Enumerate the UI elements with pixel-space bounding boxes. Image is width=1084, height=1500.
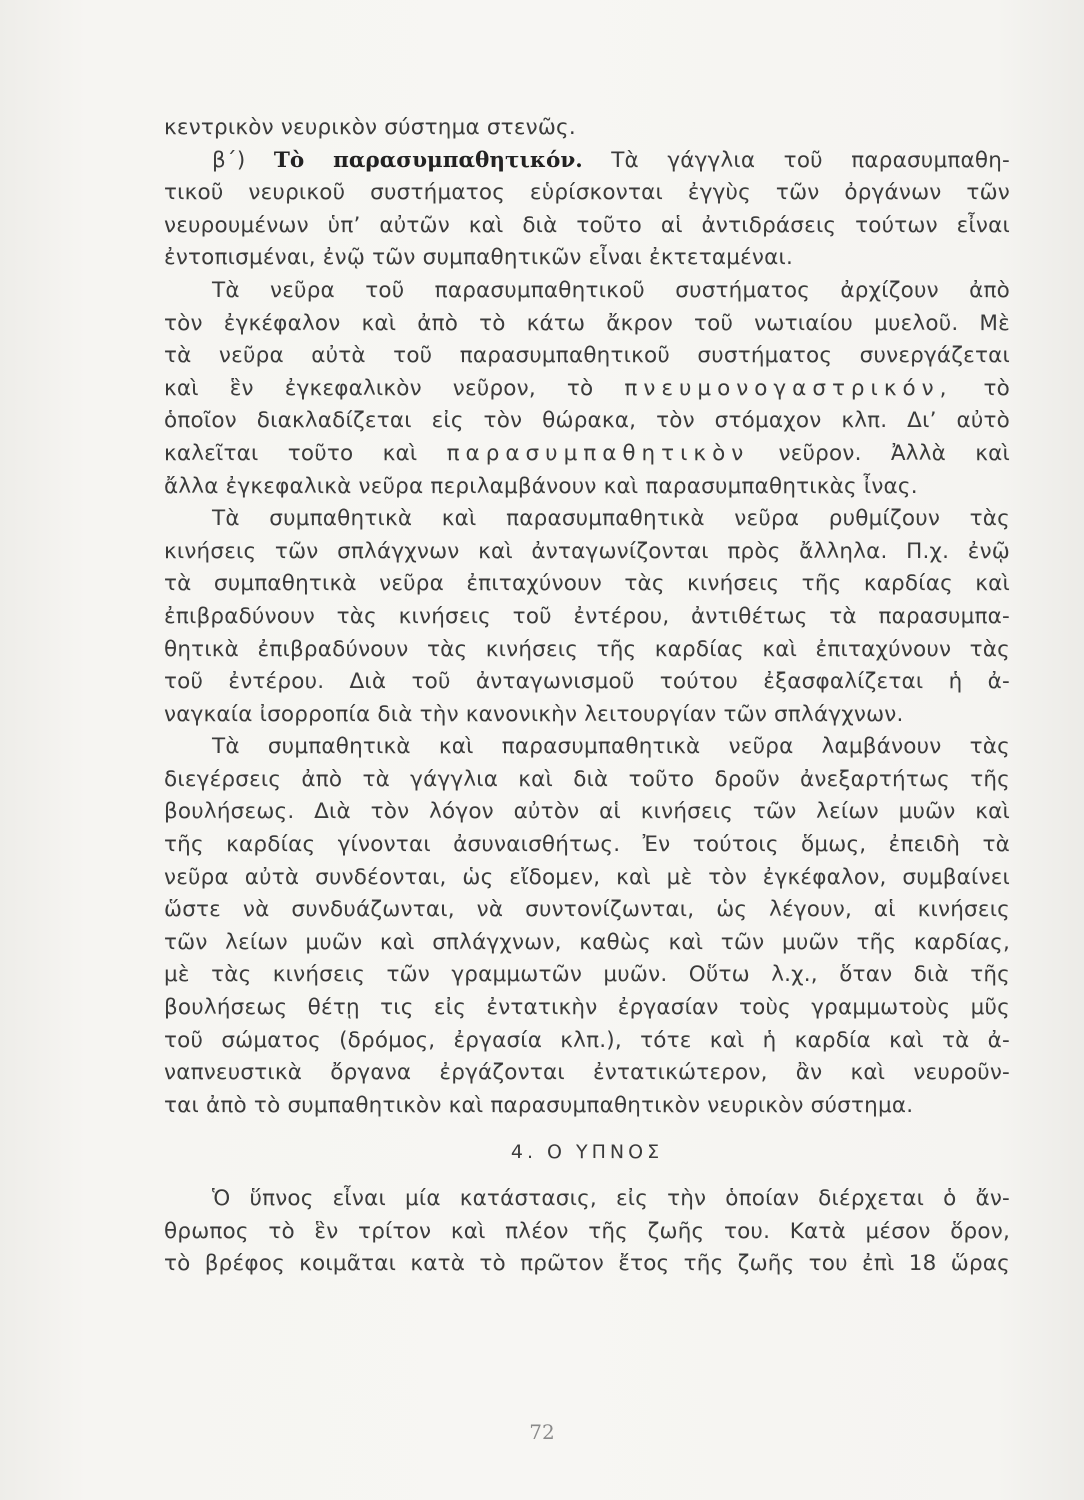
text-line: μὲ τὰς κινήσεις τῶν γραμμωτῶν μυῶν. Οὕτω λ.χ., ὅταν διὰ τῆς (164, 962, 1010, 988)
text-line: τὰ συμπαθητικὰ νεῦρα ἐπιταχύνουν τὰς κινήσεις τῆς καρδίας καὶ (164, 571, 1010, 597)
text-line: νεῦρα αὐτὰ συνδέονται, ὡς εἴδομεν, καὶ μὲ τὸν ἐγκέφαλον, συμβαίνει (164, 864, 1010, 890)
text-span: καὶ ἓν ἐγκεφαλικὸν νεῦρον, τὸ (164, 375, 594, 401)
text-line: τὰ νεῦρα αὐτὰ τοῦ παρασυμπαθητικοῦ συστήματος συνεργάζεται (164, 343, 1010, 369)
emphasized-term: παρασυμπαθητικὸν (446, 440, 750, 466)
text-line: τοῦ σώματος (δρόμος, ἐργασία κλπ.), τότε καὶ ἡ καρδία καὶ τὰ ἀ- (164, 1027, 1010, 1053)
text-line: κεντρικὸν νευρικὸν σύστημα στενῶς. (164, 115, 576, 140)
text-line: ναγκαία ἰσορροπία διὰ τὴν κανονικὴν λειτουργίαν τῶν σπλάγχνων. (164, 701, 904, 727)
text-line: τὸ βρέφος κοιμᾶται κατὰ τὸ πρῶτον ἔτος τῆς ζωῆς του ἐπὶ 18 ὥρας (164, 1251, 1010, 1277)
text-line (164, 145, 1010, 178)
text-line: ὥστε νὰ συνδυάζωνται, νὰ συντονίζωνται, ὡς λέγουν, αἱ κινήσεις (164, 897, 1010, 923)
text-line: Τὰ νεῦρα τοῦ παρασυμπαθητικοῦ συστήματος ἀρχίζουν ἀπὸ (212, 277, 1010, 303)
chapter-heading: 4. Ο ΥΠΝΟΣ (510, 1141, 664, 1164)
text-span: τὸ (983, 375, 1010, 401)
text-line: ἄλλα ἐγκεφαλικὰ νεῦρα περιλαμβάνουν καὶ παρασυμπαθητικὰς ἶνας. (164, 473, 918, 499)
section-label: β΄) (212, 147, 246, 173)
text-line (164, 438, 1010, 471)
spacer (164, 1122, 1010, 1130)
text-line: τικοῦ νευρικοῦ συστήματος εὑρίσκονται ἐγγὺς τῶν ὀργάνων τῶν (164, 180, 1010, 206)
text-line: βουλήσεως θέτῃ τις εἰς ἐντατικὴν ἐργασίαν τοὺς γραμμωτοὺς μῦς (164, 995, 1010, 1021)
text-line: νευρουμένων ὑπ’ αὐτῶν καὶ διὰ τοῦτο αἱ ἀντιδράσεις τούτων εἶναι (164, 212, 1010, 238)
text-line: βουλήσεως. Διὰ τὸν λόγον αὐτὸν αἱ κινήσεις τῶν λείων μυῶν καὶ (164, 799, 1010, 825)
text-line: Τὰ συμπαθητικὰ καὶ παρασυμπαθητικὰ νεῦρα ρυθμίζουν τὰς (212, 506, 1010, 532)
text-line: ναπνευστικὰ ὄργανα ἐργάζονται ἐντατικώτερον, ἂν καὶ νευροῦν- (164, 1060, 1010, 1086)
text-line: τοῦ ἐντέρου. Διὰ τοῦ ἀνταγωνισμοῦ τούτου ἐξασφαλίζεται ἡ ἀ- (164, 669, 1010, 695)
text-line: θρωπος τὸ ἓν τρίτον καὶ πλέον τῆς ζωῆς του. Κατὰ μέσον ὅρον, (164, 1218, 1010, 1244)
text-line: τὸν ἐγκέφαλον καὶ ἀπὸ τὸ κάτω ἄκρον τοῦ νωτιαίου μυελοῦ. Μὲ (164, 310, 1010, 336)
page-number: 72 (529, 1420, 555, 1444)
text-line: τῶν λείων μυῶν καὶ σπλάγχνων, καθὼς καὶ τῶν μυῶν τῆς καρδίας, (164, 929, 1010, 955)
text-line: ται ἀπὸ τὸ συμπαθητικὸν καὶ παρασυμπαθητικὸν νευρικὸν σύστημα. (164, 1092, 914, 1118)
text-line: θητικὰ ἐπιβραδύνουν τὰς κινήσεις τῆς καρδίας καὶ ἐπιταχύνουν τὰς (164, 636, 1010, 662)
text-span: νεῦρον. Ἀλλὰ καὶ (778, 440, 1010, 466)
text-line: ἐπιβραδύνουν τὰς κινήσεις τοῦ ἐντέρου, ἀντιθέτως τὰ παρασυμπα- (164, 603, 1010, 629)
body-text (164, 112, 1010, 1281)
section-title: Τὸ παρασυμπαθητικόν. (273, 147, 583, 173)
text-line: ὁποῖον διακλαδίζεται εἰς τὸν θώρακα, τὸν στόμαχον κλπ. Δι’ αὐτὸ (164, 408, 1010, 434)
text-line: διεγέρσεις ἀπὸ τὰ γάγγλια καὶ διὰ τοῦτο δροῦν ἀνεξαρτήτως τῆς (164, 766, 1010, 792)
text-span: Τὰ γάγγλια τοῦ παρασυμπαθη- (611, 147, 1010, 173)
text-line: ἐντοπισμέναι, ἐνῷ τῶν συμπαθητικῶν εἶναι ἐκτεταμέναι. (164, 245, 793, 271)
text-line: Τὰ συμπαθητικὰ καὶ παρασυμπαθητικὰ νεῦρα λαμβάνουν τὰς (212, 734, 1010, 760)
text-line: Ὁ ὕπνος εἶναι μία κατάστασις, εἰς τὴν ὁποίαν διέρχεται ὁ ἄν- (212, 1186, 1010, 1211)
emphasized-term: πνευμονογαστρικόν, (624, 375, 953, 401)
text-span: καλεῖται τοῦτο καὶ (164, 440, 418, 466)
text-line: τῆς καρδίας γίνονται ἀσυναισθήτως. Ἐν τούτοις ὅμως, ἐπειδὴ τὰ (164, 832, 1010, 858)
text-line: κινήσεις τῶν σπλάγχνων καὶ ἀνταγωνίζονται πρὸς ἄλληλα. Π.χ. ἐνῷ (164, 538, 1010, 564)
text-line (164, 373, 1010, 406)
